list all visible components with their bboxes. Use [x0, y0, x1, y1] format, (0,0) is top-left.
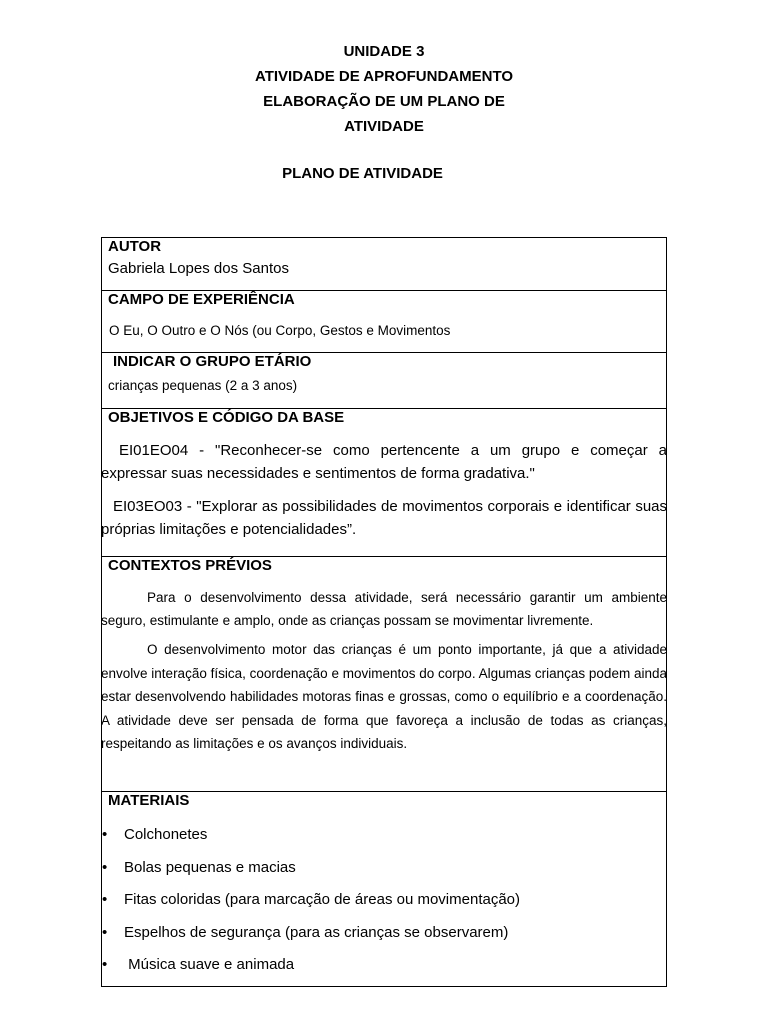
list-item [102, 825, 666, 858]
plan-subtitle: PLANO DE ATIVIDADE [282, 165, 443, 182]
list-item [102, 890, 666, 923]
section-objetivos [102, 408, 666, 556]
bullet-icon: • [102, 891, 108, 908]
bullet-icon: • [102, 923, 108, 941]
bullet-icon: • [102, 956, 108, 973]
list-item [102, 955, 666, 988]
section-autor [102, 238, 666, 290]
header-line-4: ATIVIDADE [344, 118, 424, 135]
material-label: Bolas pequenas e macias [124, 858, 296, 876]
section-materiais [102, 791, 666, 986]
materiais-heading: MATERIAIS [108, 792, 190, 809]
campo-value: O Eu, O Outro e O Nós (ou Corpo, Gestos e Movimentos [109, 323, 451, 338]
bullet-icon: • [102, 826, 108, 843]
autor-value: Gabriela Lopes dos Santos [108, 260, 289, 277]
header-line-3: ELABORAÇÃO DE UM PLANO DE [263, 93, 505, 110]
objetivos-heading: OBJETIVOS E CÓDIGO DA BASE [108, 409, 345, 426]
autor-heading: AUTOR [108, 238, 162, 255]
section-contextos [102, 556, 666, 791]
contextos-paragraph: O desenvolvimento motor das crianças é um ponto importante, já que a atividade envolve interação física, coordenação e movimentos do corpo. Algumas crianças podem ainda estar desenvolvendo habilidades motoras finas e grossas, como o equilíbrio e a coordenação. A atividade deve ser pensada de forma que favoreça a inclusão de todas as crianças, respeitando as limitações e os avanços individuais. [101, 642, 667, 751]
materiais-list [102, 825, 666, 988]
material-label: Música suave e animada [124, 956, 295, 973]
objetivo-item: EI03EO03 - "Explorar as possibilidades de movimentos corporais e identificar suas próprias limitações e potencialidades”. [101, 498, 667, 538]
grupo-value: crianças pequenas (2 a 3 anos) [108, 378, 298, 393]
activity-plan-table [101, 237, 667, 987]
contextos-heading: CONTEXTOS PRÉVIOS [108, 557, 272, 574]
list-item [102, 923, 666, 956]
header-line-1: UNIDADE 3 [343, 43, 425, 60]
material-label: Espelhos de segurança (para as crianças se observarem) [124, 923, 509, 941]
objetivo-item: EI01EO04 - "Reconhecer-se como pertencente a um grupo e começar a expressar suas necessidades e sentimentos de forma gradativa." [101, 442, 667, 482]
list-item [102, 858, 666, 891]
bullet-icon: • [102, 858, 108, 876]
contextos-paragraph: Para o desenvolvimento dessa atividade, será necessário garantir um ambiente seguro, estimulante e amplo, onde as crianças possam se movimentar livremente. [101, 590, 667, 628]
campo-heading: CAMPO DE EXPERIÊNCIA [108, 291, 295, 308]
material-label: Colchonetes [124, 826, 208, 843]
grupo-heading: INDICAR O GRUPO ETÁRIO [113, 353, 312, 370]
header-line-2: ATIVIDADE DE APROFUNDAMENTO [254, 68, 514, 85]
material-label: Fitas coloridas (para marcação de áreas ou movimentação) [124, 891, 521, 908]
section-grupo [102, 352, 666, 408]
section-campo [102, 290, 666, 352]
